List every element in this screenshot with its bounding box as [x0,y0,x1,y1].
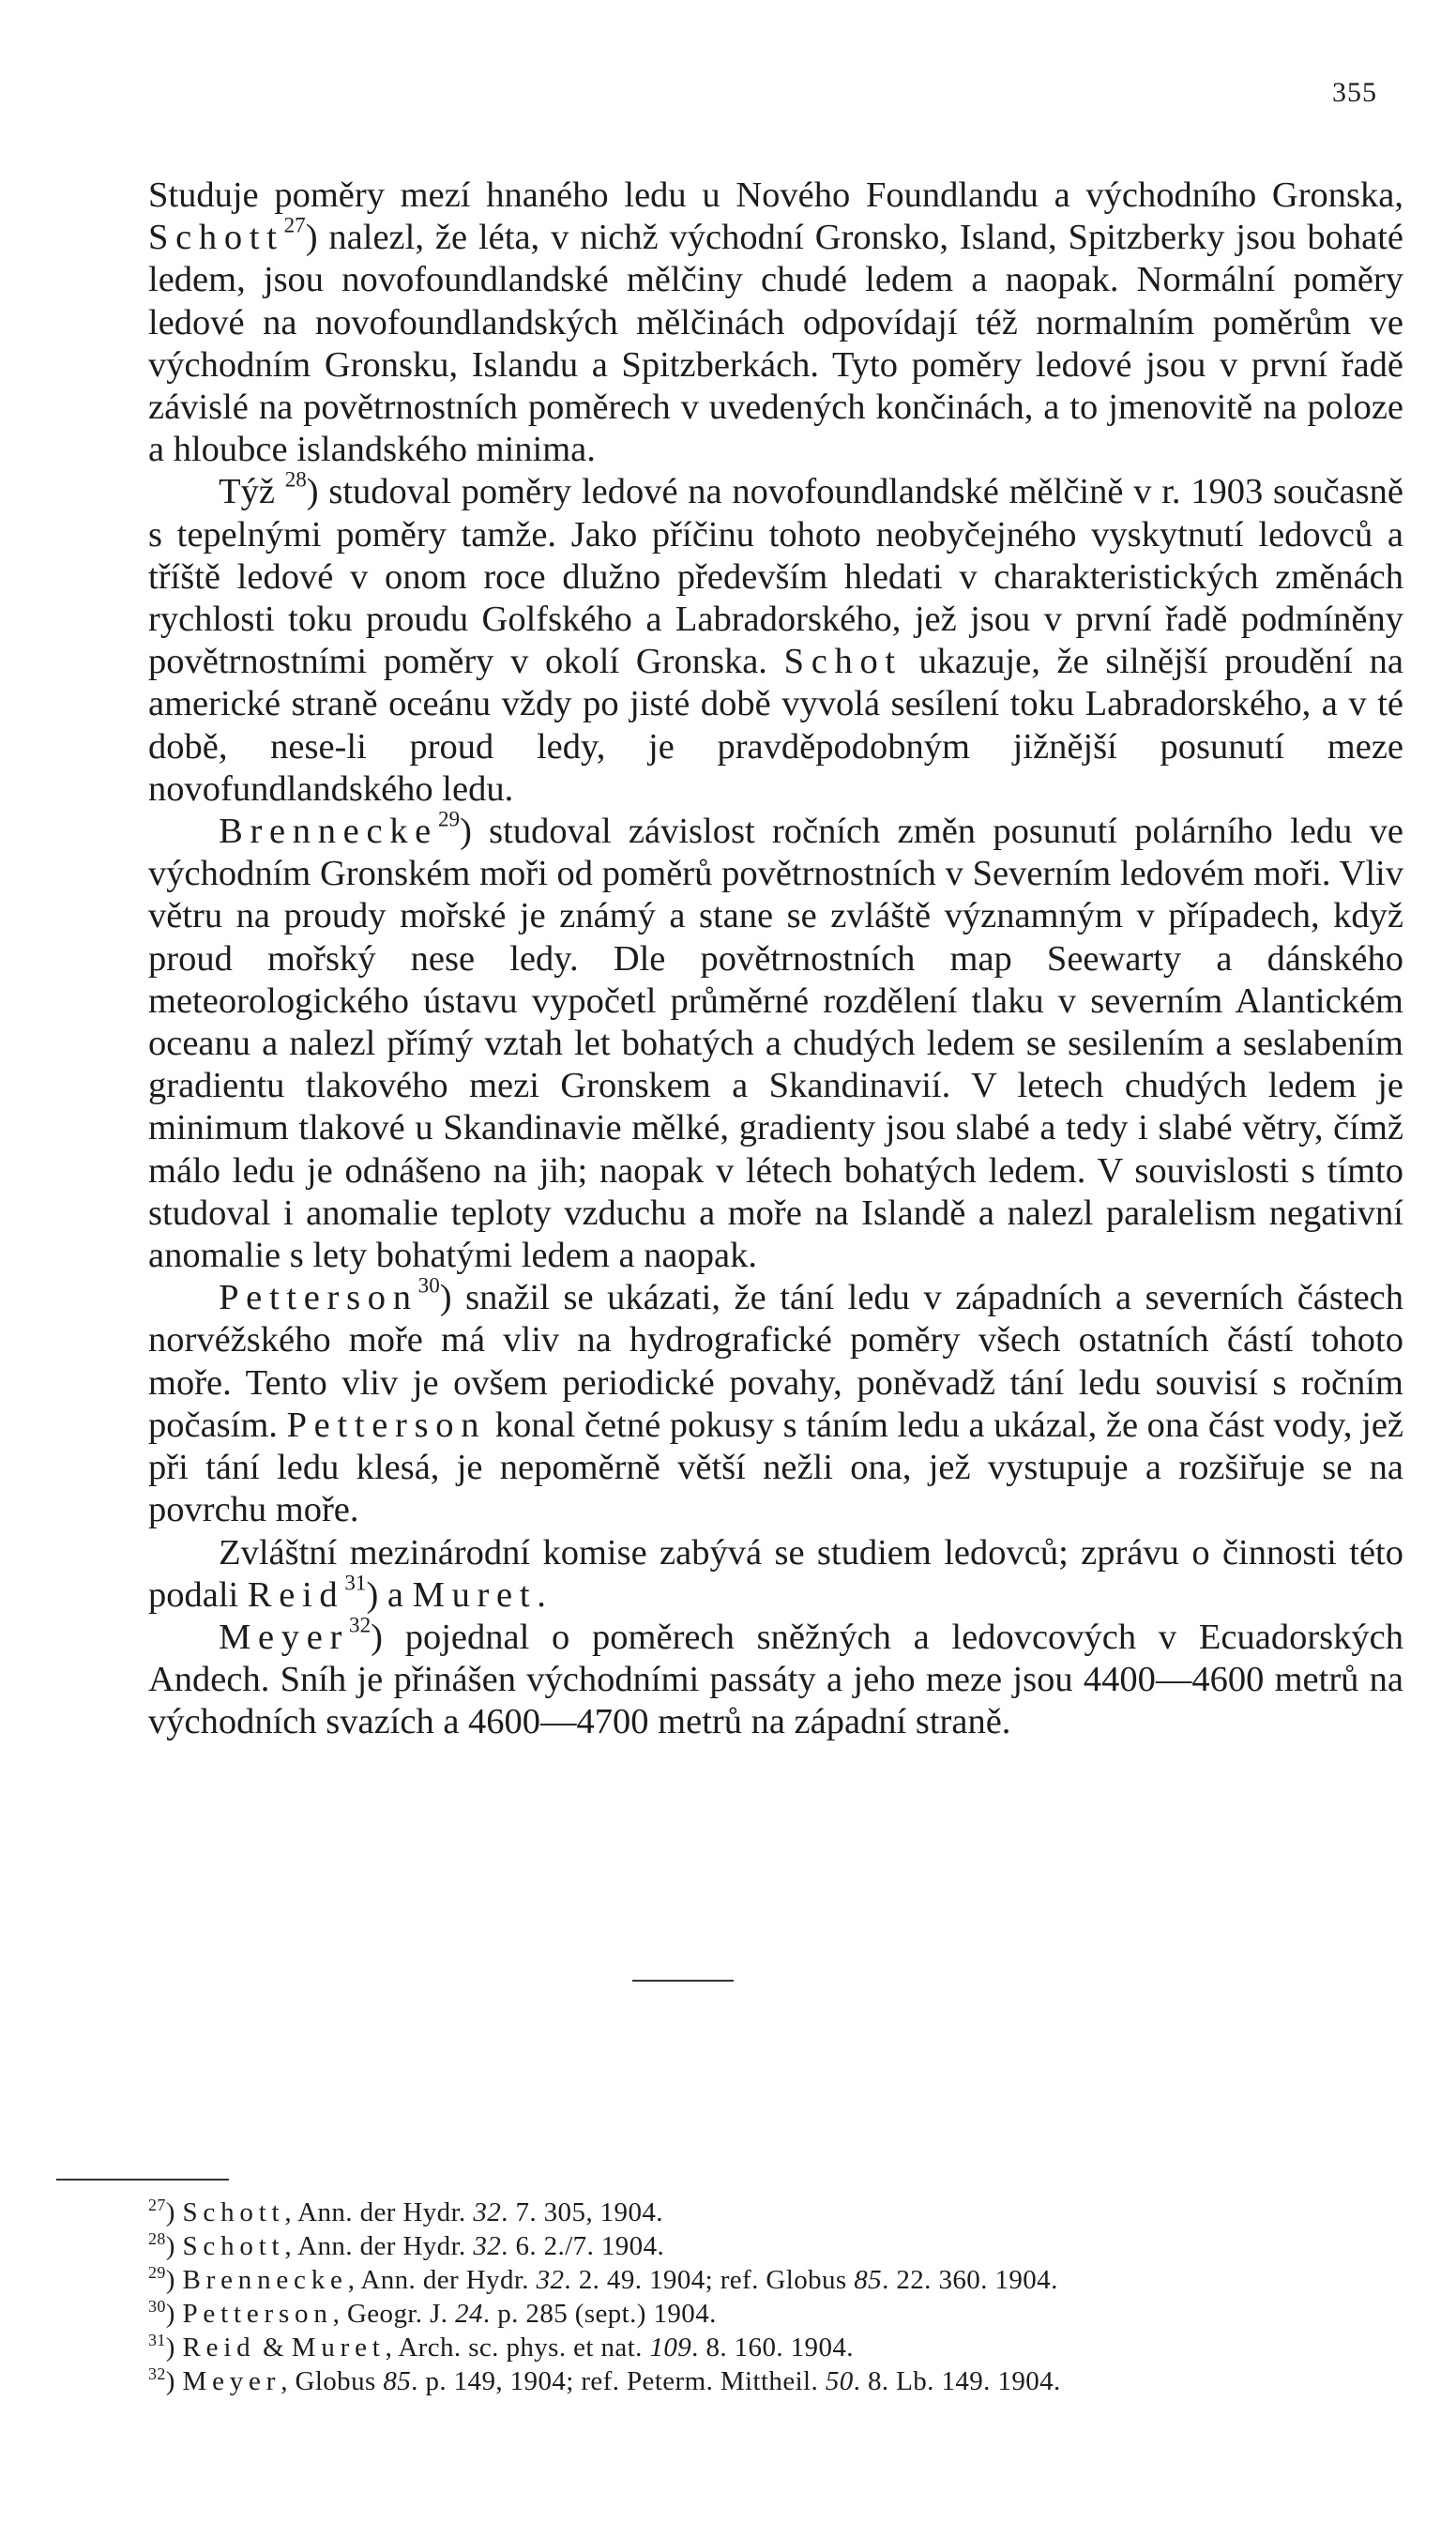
text-segment: , Arch. sc. phys. et nat. [385,2333,650,2363]
paragraph [148,175,1403,471]
volume-number: 85 [854,2265,883,2295]
author-name: Reid [247,1574,345,1615]
text-segment: , Geogr. J. [332,2299,456,2329]
author-name: Muret [291,2333,386,2363]
footnote-ref: 29 [437,806,461,831]
text-segment: . 22. 360. 1904. [882,2265,1058,2295]
text-segment: . 6. 2./7. 1904. [501,2231,665,2261]
footnote-number: 29 [148,2263,166,2283]
footnote [148,2364,1424,2398]
footnotes [148,2196,1424,2398]
text-segment: , Globus [281,2366,384,2396]
footnote-ref: 28 [284,467,307,493]
footnote-paren: ) [165,2197,183,2227]
author-name: Schott [182,2231,285,2261]
text-segment: . 2. 49. 1904; ref. Globus [564,2265,855,2295]
text-segment: . 7. 305, 1904. [501,2197,663,2227]
footnote-paren: ) [165,2333,183,2363]
text-segment: ) a [366,1574,413,1615]
text-segment: ) snažil se ukázati, že tání ledu v západních a severních částech norvéžského moře má vliv na hydrografické poměry všech ostatních částí tohoto moře. Tento vliv je ovšem periodické povahy, poněvadž tání ledu souvisí s ročním počasím. [148,1278,1403,1445]
text-segment: ) nalezl, že léta, v nichž východní Gronsko, Island, Spitzberky jsou bohaté ledem, jsou novofoundlandské mělčiny chudé ledem a naopak. Normální poměry ledové na novofoundlandských mělčinách odpovídají též normalním poměrům ve východním Gronsku, Islandu a Spitzberkách. Tyto poměry ledové jsou v první řadě závislé na povětrnostních poměrech v uvedených končinách, a to jmenovitě na poloze a hloubce islandského minima. [148,218,1403,470]
author-name: Petterson [182,2299,333,2329]
footnote-ref: 27 [283,212,306,237]
paragraph [148,806,1403,1277]
author-name: Schott [182,2197,285,2227]
volume-number: 85 [383,2366,412,2396]
text-segment: ukazuje, že silnější proudění na americké straně oceánu vždy po jisté době vyvolá sesílení toku Labradorského, a v té době, nese-li proud ledy, je pravděpodobným jižnější posunutí meze novofundlandského ledu. [148,642,1403,809]
text-segment: ) studoval poměry ledové na novofoundlandské mělčině v r. 1903 současně s tepelnými poměry tamže. Jako příčinu tohoto neobyčejného vyskytnutí ledovců a tříště ledové v onom roce dlužno především hledati v charakteristických změnách rychlosti toku proudu Golfského a Labradorského, jež jsou v první řadě podmíněny povětrnostními poměry v okolí Gronska. [148,472,1404,682]
footnote [148,2263,1424,2297]
paragraph [148,1612,1403,1744]
text-segment: ) pojednal o poměrech sněžných a ledovcových v Ecuadorských Andech. Sníh je přinášen východními passáty a jeho meze jsou 4400—4600 metrů na východních svazích a 4600—4700 metrů na západní straně. [148,1617,1403,1742]
text-segment: & [255,2333,292,2363]
volume-number: 24 [455,2299,483,2329]
volume-number: 50 [825,2366,854,2396]
text-segment: Studuje poměry mezí hnaného ledu u Nového Foundlandu a východního Gronska, [148,175,1403,215]
footnote-number: 32 [148,2364,166,2384]
text-segment: , Ann. der Hydr. [284,2231,474,2261]
footnote-number: 30 [148,2297,166,2317]
text-segment: , Ann. der Hydr. [347,2265,537,2295]
author-name: Reid [182,2333,256,2363]
footnote [148,2297,1424,2331]
section-divider [632,1980,734,1982]
text-segment: Zvláštní mezinárodní komise zabývá se studiem ledovců; zprávu o činnosti této podali [148,1532,1403,1615]
footnote-rule [56,2179,229,2181]
volume-number: 32 [473,2231,502,2261]
footnote-paren: ) [165,2366,183,2396]
text-segment: ) studoval závislost ročních změn posunutí polárního ledu ve východním Gronském moři od poměrů povětrnostních v Severním ledovém moři. Vliv větru na proudy mořské je známý a stane se zvláště významným v případech, když proud mořský nese ledy. Dle povětrnostních map Seewarty a dánského meteorologického ústavu vypočetl průměrné rozdělení tlaku v severním Alantickém oceanu a nalezl přímý vztah let bohatých a chudých ledem se sesilením a seslabením gradientu tlakového mezi Gronskem a Skandinavií. V letech chudých ledem je minimum tlakové u Skandinavie mělké, gradienty jsou slabé a tedy i slabé větry, čímž málo ledu je odnášeno na jih; naopak v létech bohatých ledem. V souvislosti s tímto studoval i anomalie teploty vzduchu a moře na Islandě a nalezl paralelism negativní anomalie s lety bohatými ledem a naopak. [148,812,1403,1276]
text-segment: . p. 149, 1904; ref. Peterm. Mittheil. [411,2366,826,2396]
footnote-paren: ) [165,2265,183,2295]
author-name: Brennecke [182,2265,348,2295]
footnote-ref: 31 [344,1570,367,1595]
volume-number: 32 [536,2265,565,2295]
footnote-ref: 32 [349,1612,372,1637]
volume-number: 32 [473,2197,502,2227]
text-segment: , Ann. der Hydr. [284,2197,474,2227]
author-name: Muret [412,1574,538,1615]
footnote-paren: ) [165,2299,183,2329]
footnote-ref: 30 [417,1272,440,1298]
author-name: Petterson [219,1278,418,1318]
author-name: Meyer [182,2366,281,2396]
text-segment: . [537,1574,546,1615]
author-name: Brennecke [219,812,438,852]
text-segment: Týž [219,472,285,512]
main-text [148,175,1403,1744]
text-segment: konal četné pokusy s táním ledu a ukázal, že ona část vody, jež při tání ledu klesá, je nepoměrně větší nežli ona, jež vystupuje a rozšiřuje se na povrchu moře. [148,1405,1403,1530]
footnote-number: 27 [148,2196,166,2215]
text-segment: . 8. 160. 1904. [691,2333,854,2363]
paragraph [148,467,1404,811]
page-number: 355 [1332,77,1377,108]
author-name: Schot [783,642,902,682]
text-segment: . 8. Lb. 149. 1904. [853,2366,1061,2396]
volume-number: 109 [649,2333,692,2363]
author-name: Meyer [219,1617,350,1657]
footnote [148,2331,1424,2364]
author-name: Schott [148,218,284,258]
footnote-paren: ) [165,2231,183,2261]
paragraph [148,1272,1403,1531]
footnote [148,2196,1424,2229]
paragraph [148,1532,1403,1617]
footnote [148,2229,1424,2263]
text-segment: . p. 285 (sept.) 1904. [482,2299,717,2329]
footnote-number: 31 [148,2331,166,2350]
author-name: Petterson [286,1405,487,1445]
footnote-number: 28 [148,2229,166,2249]
